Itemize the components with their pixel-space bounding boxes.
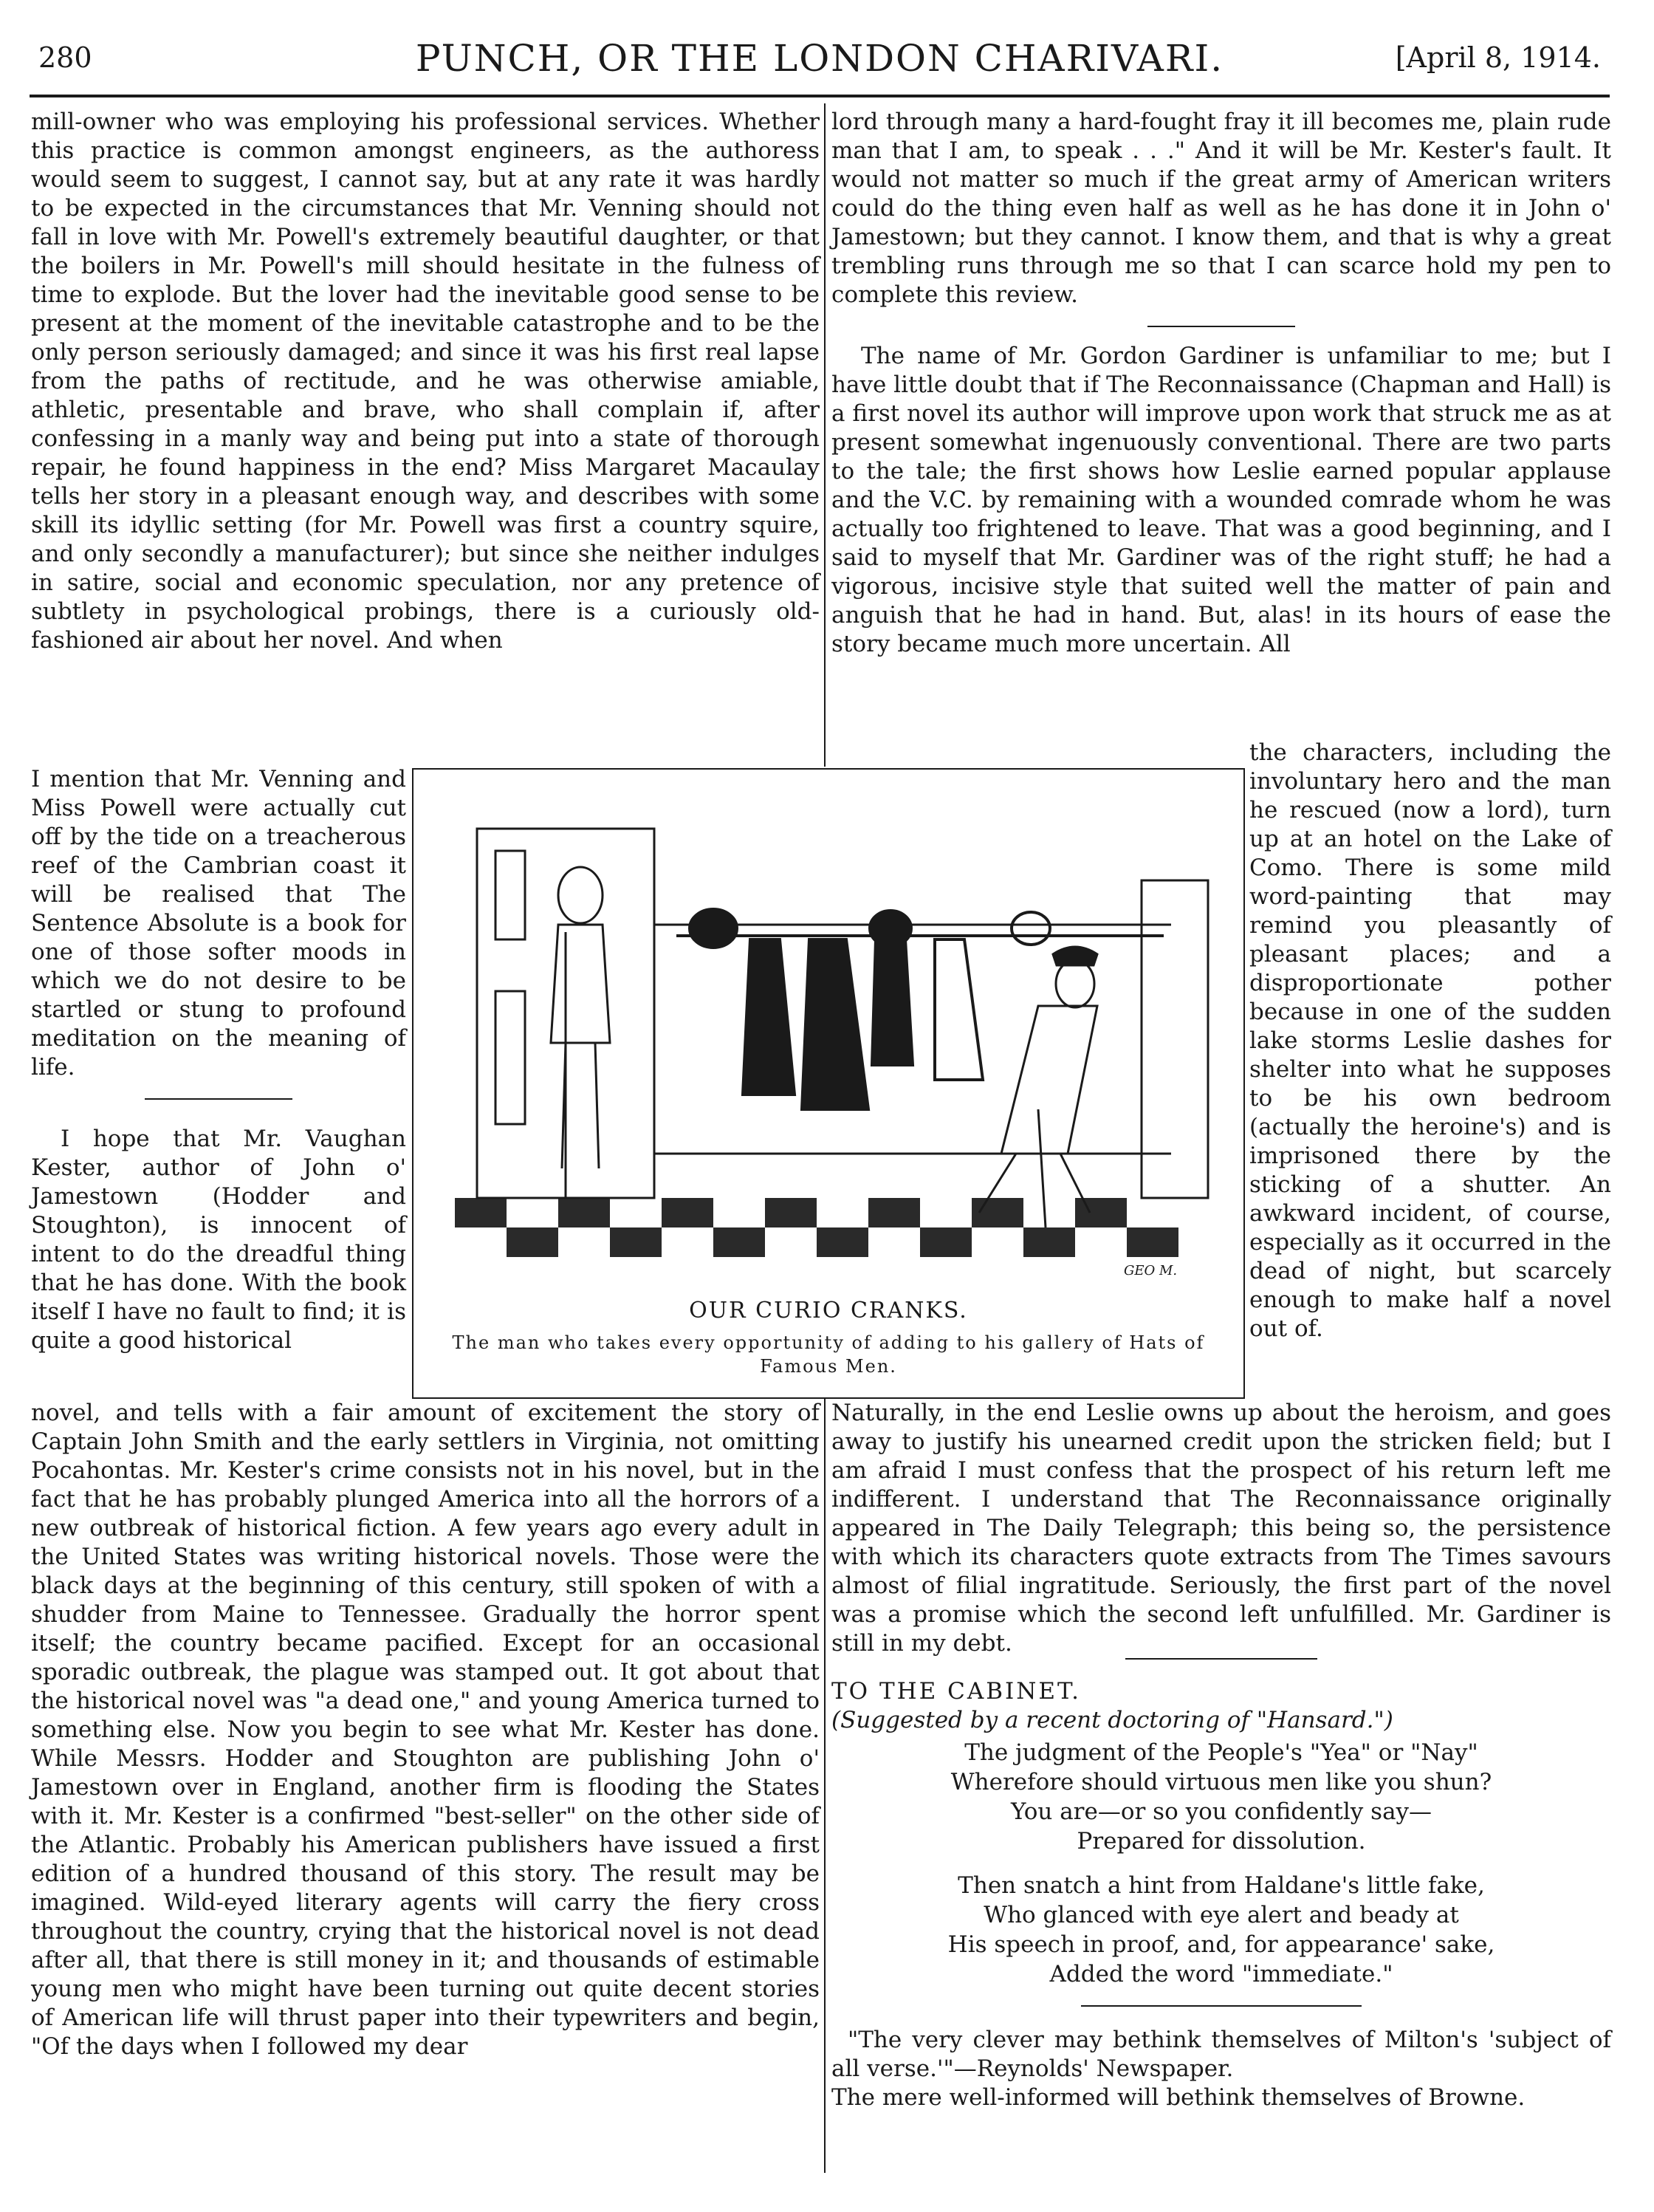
cartoon-figure-visitor [979,947,1097,1227]
paragraph: I hope that Mr. Vaughan Kester, author of John o' Jamestown (Hodder and Stoughton), is innocent of intent to do the dreadful thing that he has done. With the book itself I have no fault to find; it is quite a good historical [31,1126,406,1354]
poem-bottom-rule [1081,2005,1362,2007]
poem-block [831,1658,1611,2112]
checkered-floor [455,1198,1178,1257]
page-number: 280 [38,41,92,74]
review-margaret-macaulay-narrow [31,765,406,1355]
header-rule [30,95,1610,97]
poem-line: Who glanced with eye alert and beady at [984,1902,1459,1928]
cartoon-illustration [412,768,1245,1399]
poem-line: Added the word "immediate." [1049,1961,1393,1987]
poem-line: Then snatch a hint from Haldane's little fake, [958,1872,1485,1899]
paragraph: lord through many a hard-fought fray it ill becomes me, plain rude man that I am, to speak . . ." And it will be Mr. Kester's fault. It would not matter so much if the great army of American writers could do the thing even half as well as he has done it in John o' Jamestown; but they cannot. I know them, and that is why a great trembling runs through me so that I can scarce hold my pen to complete this review. [831,109,1611,308]
review-gordon-gardiner-narrow [1249,739,1611,1343]
publication-title: PUNCH, OR THE LONDON CHARIVARI. [415,37,1224,80]
newspaper-quote: "The very clever may bethink themselves of Milton's 'subject of all verse.'"—Reynolds' Newspaper. [831,2027,1611,2082]
poem-line: Prepared for dissolution. [1077,1828,1366,1855]
paragraph: novel, and tells with a fair amount of excitement the story of Captain John Smith and the early settlers in Virginia, not omitting Pocahontas. Mr. Kester's crime consists not in his novel, but in the fact that he has probably plunged America into all the horrors of a new outbreak of historical fiction. A few years ago every adult in the United States was writing historical novels. Those were the black days at the beginning of this century, still spoken of with a shudder from Maine to Tennessee. Gradually the horror spent itself; the country became pacified. Except for an occasional sporadic outbreak, the plague was stamped out. It got about that the historical novel was "a dead one," and young America turned to something else. Now you begin to see what Mr. Kester has done. While Messrs. Hodder and Stoughton are publishing John o' Jamestown over in England, another firm is flooding the States with it. Mr. Kester is a confirmed "best-seller" on the other side of the Atlantic. Probably his American publishers have issued a first edition of a hundred thousand of this story. The result may be imagined. Wild-eyed literary agents will carry the fiery cross throughout the country, crying that the historical novel is not dead after all, that there is still money in it; and thousands of estimable young men who might have been turning out quite decent stories of American life will thrust paper into their typewriters and begin, "Of the days when I followed my dear [31,1400,820,2060]
section-divider [145,1098,292,1100]
column-divider-upper [824,103,826,767]
cartoon-drawing [433,784,1223,1287]
paragraph: Naturally, in the end Leslie owns up about the heroism, and goes away to justify his unearned credit upon the stricken field; but I am afraid I must confess that the prospect of his return left me indifferent. I understand that The Reconnaissance originally appeared in The Daily Telegraph; this being so, the persistence with which its characters quote extracts from The Times savours almost of filial ingratitude. Seriously, the first part of the novel was a promise which the second left unfulfilled. Mr. Gardiner is still in my debt. [831,1400,1611,1657]
poem-subtitle: (Suggested by a recent doctoring of "Hansard.") [831,1707,1393,1733]
issue-date: [April 8, 1914. [1395,41,1601,74]
poem-line: The judgment of the People's "Yea" or "Nay" [964,1739,1478,1766]
paragraph: The name of Mr. Gordon Gardiner is unfamiliar to me; but I have little doubt that if The Reconnaissance (Chapman and Hall) is a first novel its author will improve upon work that struck me as at present somewhat ingenuously conventional. There are two parts to the tale; the first shows how Leslie earned popular applause and the V.C. by remaining with a wounded comrade whom he was actually too frightened to leave. That was a good beginning, and I said to myself that Mr. Gardiner was of the right stuff; he had a vigorous, incisive style that suited well the matter of pain and anguish that he had in hand. But, alas! in its hours of ease the story became much more uncertain. All [831,343,1611,657]
poem-line: His speech in proof, and, for appearance' sake, [947,1931,1495,1958]
review-gordon-gardiner-bottom [831,1399,1611,1658]
poem-line: Wherefore should virtuous men like you shun? [950,1769,1492,1795]
cartoon-caption: The man who takes every opportunity of adding to his gallery of Hats of Famous Men. [452,1332,1205,1377]
poem-stanza-1 [831,1738,1611,1856]
poem-title: TO THE CABINET. [831,1678,1082,1705]
review-kester-continued [831,108,1611,659]
poem-top-rule [1125,1658,1317,1660]
paragraph: I mention that Mr. Venning and Miss Powell were actually cut off by the tide on a treacherous reef of the Cambrian coast it will be realised that The Sentence Absolute is a book for one of those softer moods in which we do not desire to be startled or stung to profound meditation on the meaning of life. [31,766,406,1081]
paragraph: the characters, including the involuntary hero and the man he rescued (now a lord), turn up at an hotel on the Lake of Como. There is some mild word-painting that may remind you pleasantly of pleasant places; and a disproportionate pother because in one of the sudden lake storms Leslie dashes for shelter into what he supposes to be his own bedroom (actually the heroine's) and is imprisoned there by the sticking of a shutter. An awkward incident, of course, especially as it occurred in the dead of night, but scarcely enough to make half a novel out of. [1249,739,1611,1342]
hat-rack [676,909,1164,1109]
review-vaughan-kester [31,1399,820,2061]
review-margaret-macaulay-wide [31,108,820,655]
section-divider [1147,326,1295,327]
artist-signature: GEO M. [1124,1263,1178,1278]
closing-line: The mere well-informed will bethink themselves of Browne. [831,2084,1526,2111]
paragraph: mill-owner who was employing his professional services. Whether this practice is common amongst engineers, as the authoress would seem to suggest, I cannot say, but at any rate it was hardly to be expected in the circumstances that Mr. Venning should not fall in love with Mr. Powell's extremely beautiful daughter, or that the boilers in Mr. Powell's mill should hesitate in the fulness of time to explode. But the lover had the inevitable good sense to be present at the moment of the inevitable catastrophe and to be the only person seriously damaged; and since it was his first real lapse from the paths of rectitude, and he was otherwise amiable, athletic, presentable and brave, who shall complain if, after confessing in a manly way and being put into a state of thorough repair, he found happiness in the end? Miss Margaret Macaulay tells her story in a pleasant enough way, and describes with some skill its idyllic setting (for Mr. Powell was first a country squire, and only secondly a manufacturer); but since she neither indulges in satire, social and economic speculation, nor any pretence of subtlety in psychological probings, there is a curiously old-fashioned air about her novel. And when [31,109,820,654]
cartoon-figure-collector [551,867,610,1168]
page-header [38,37,1601,89]
poem-line: You are—or so you confidently say— [1010,1798,1432,1825]
cartoon-title: OUR CURIO CRANKS. [689,1298,968,1324]
poem-stanza-2 [831,1871,1611,1989]
column-divider-lower [824,1397,826,2173]
